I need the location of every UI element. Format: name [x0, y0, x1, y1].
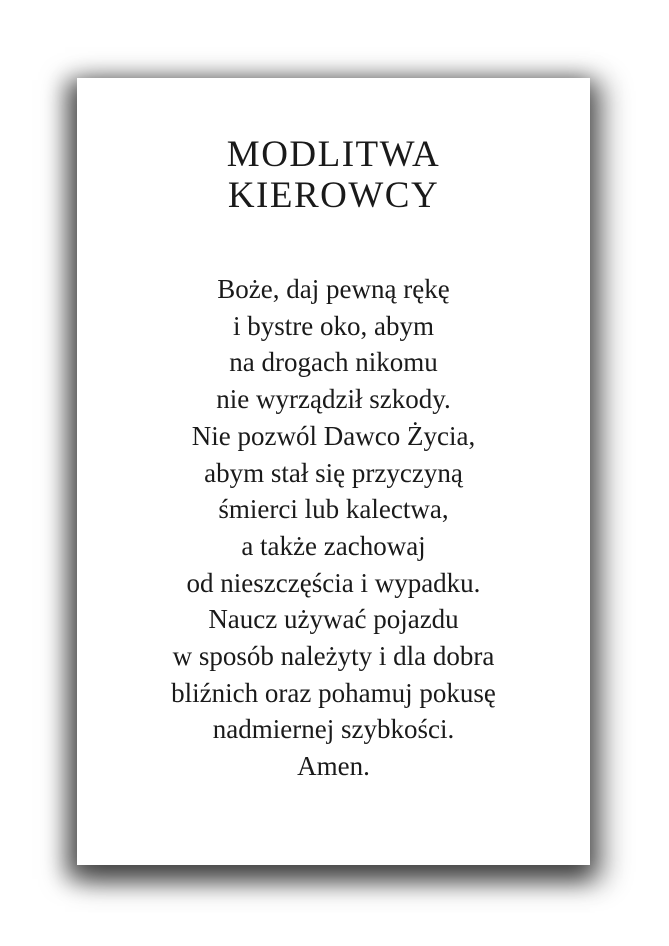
prayer-line: w sposób należyty i dla dobra [172, 641, 495, 672]
prayer-title [77, 134, 590, 216]
prayer-line: Nie pozwól Dawco Życia, [191, 420, 476, 451]
prayer-card [77, 78, 590, 865]
prayer-line: Boże, daj pewną rękę [217, 274, 450, 304]
prayer-line: a także zachowaj [241, 530, 426, 561]
prayer-line: na drogach nikomu [229, 347, 438, 378]
title-line: MODLITWA [226, 134, 441, 175]
prayer-line: i bystre oko, abym [233, 310, 434, 341]
prayer-line: śmierci lub kalectwa, [218, 494, 449, 525]
title-line: KIEROWCY [227, 175, 440, 216]
prayer-line: Naucz używać pojazdu [208, 604, 459, 635]
prayer-line: od nieszczęścia i wypadku. [186, 567, 481, 598]
prayer-line: nie wyrządził szkody. [216, 384, 451, 415]
prayer-line: abym stał się przyczyną [204, 457, 463, 488]
prayer-text [77, 271, 590, 785]
prayer-line: nadmiernej szybkości. [212, 714, 455, 745]
prayer-line: bliźnich oraz pohamuj pokusę [171, 677, 496, 708]
prayer-line: Amen. [297, 751, 370, 782]
